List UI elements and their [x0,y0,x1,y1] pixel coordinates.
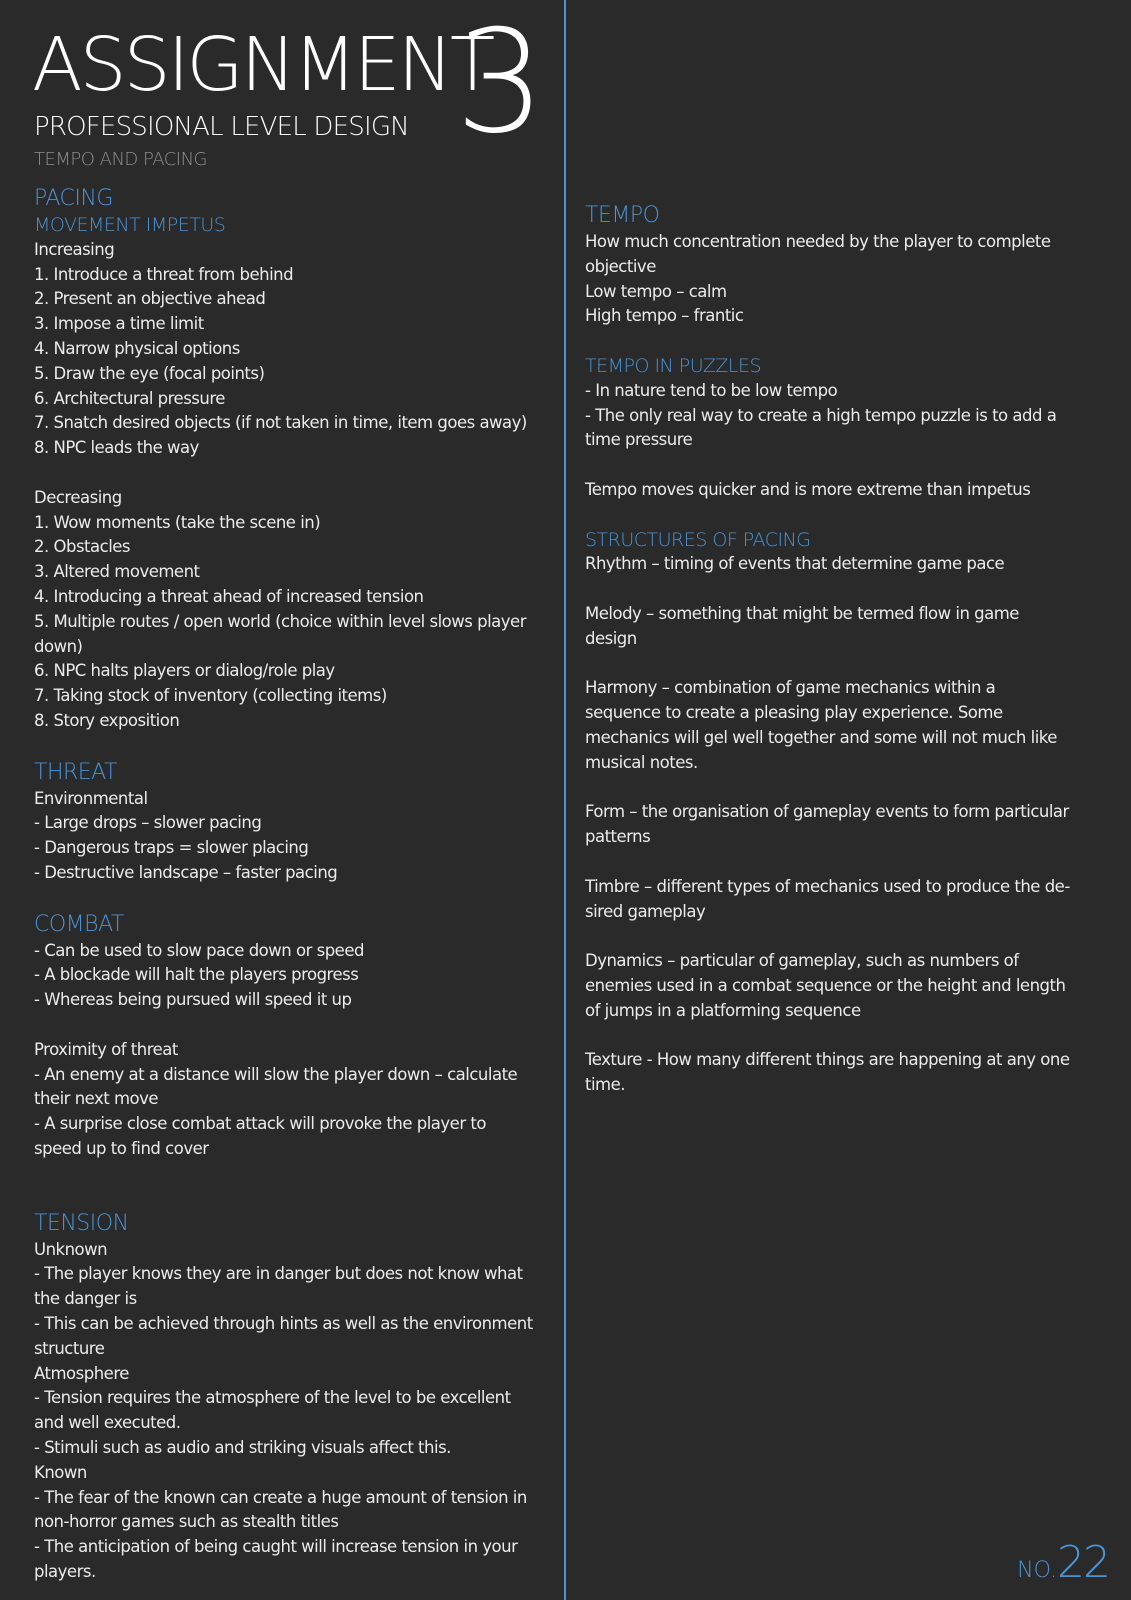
list-item: 2. Obstacles [34,537,131,557]
list-item: - A surprise close combat attack will provoke the player to speed up to find cover [34,1114,486,1158]
list-item: - Whereas being pursued will speed it up [34,990,352,1010]
structure-texture: Texture - How many different things are happening at any one time. [585,1050,1070,1095]
list-item: - In nature tend to be low tempo [585,380,838,400]
tempo-low: Low tempo – calm [585,281,727,301]
combat-heading: COMBAT [34,911,124,937]
list-item: - Stimuli such as audio and striking visuals affect this. [34,1438,451,1458]
list-item: 8. NPC leads the way [34,438,199,458]
left-column [34,185,534,1585]
environmental-label: Environmental [34,788,148,808]
list-item: - Destructive landscape – faster pacing [34,862,338,882]
list-item: 6. Architectural pressure [34,388,225,408]
assignment-number: 3 [455,0,546,165]
list-item: 5. Multiple routes / open world (choice within level slows player down) [34,611,526,656]
known-label: Known [34,1462,87,1482]
proximity-label: Proximity of threat [34,1039,178,1059]
list-item: 3. Impose a time limit [34,314,204,334]
list-item: - A blockade will halt the players progress [34,965,359,985]
atmosphere-label: Atmosphere [34,1363,129,1383]
list-item: 7. Snatch desired objects (if not taken in time, item goes away) [34,413,527,433]
unknown-label: Unknown [34,1239,108,1259]
list-item: 4. Narrow physical options [34,338,240,358]
structure-dynamics: Dynamics – particular of gameplay, such as numbers of enemies used in a combat sequence or the height and length of jumps in a platforming sequence [585,951,1066,1020]
threat-heading: THREAT [34,759,117,785]
tempo-heading: TEMPO [585,203,660,228]
tempo-description: How much concentration needed by the player to complete objective [585,232,1051,276]
structure-rhythm: Rhythm – timing of events that determine game pace [585,554,1005,574]
list-item: 8. Story exposition [34,710,180,730]
list-item: - The player knows they are in danger but does not know what the danger is [34,1264,523,1309]
list-item: 1. Introduce a threat from behind [34,264,294,284]
list-item: - Tension requires the atmosphere of the level to be excellent and well executed. [34,1388,511,1433]
list-item: - An enemy at a distance will slow the player down – calculate their next move [34,1064,518,1109]
list-item: - The anticipation of being caught will increase tension in your players. [34,1537,518,1582]
structure-timbre: Timbre – different types of mechanics used to produce the de-sired gameplay [585,876,1070,921]
structure-form: Form – the organisation of gameplay events to form particular patterns [585,802,1069,847]
movement-impetus-heading: MOVEMENT IMPETUS [34,214,226,236]
page-number [1017,1537,1109,1588]
structures-of-pacing-heading: STRUCTURES OF PACING [585,528,811,551]
page-number-value: 22 [1057,1537,1109,1588]
list-item: - The fear of the known can create a huge amount of tension in non-horror games such as stealth titles [34,1487,527,1532]
list-item: - Dangerous traps = slower placing [34,838,309,858]
subtitle: PROFESSIONAL LEVEL DESIGN [34,112,409,142]
list-item: 4. Introducing a threat ahead of increased tension [34,586,424,606]
list-item: 5. Draw the eye (focal points) [34,363,265,383]
assignment-title: ASSIGNMENT [32,22,493,108]
structure-melody: Melody – something that might be termed flow in game design [585,603,1019,648]
list-item: - Can be used to slow pace down or speed [34,940,364,960]
right-column [585,202,1075,1098]
tempo-high: High tempo – frantic [585,306,744,326]
increasing-label: Increasing [34,239,115,259]
pacing-heading: PACING [34,186,113,211]
page-number-prefix: NO. [1017,1558,1057,1583]
list-item: - Large drops – slower pacing [34,813,262,833]
increasing-list [34,263,534,461]
decreasing-list [34,511,534,734]
list-item: - This can be achieved through hints as well as the environment structure [34,1314,533,1358]
decreasing-label: Decreasing [34,487,122,507]
list-item: 3. Altered movement [34,562,200,582]
list-item: 7. Taking stock of inventory (collecting items) [34,686,387,706]
list-item: 1. Wow moments (take the scene in) [34,512,321,532]
tension-heading: TENSION [34,1210,129,1236]
section-subtitle: TEMPO AND PACING [34,149,207,170]
list-item: - The only real way to create a high tempo puzzle is to add a time pressure [585,405,1057,450]
list-item: 2. Present an objective ahead [34,289,266,309]
tempo-in-puzzles-heading: TEMPO IN PUZZLES [585,354,762,377]
structure-harmony: Harmony – combination of game mechanics within a sequence to create a pleasing play experience. Some mechanics will gel well together and some will not much like musical notes. [585,678,1057,772]
tempo-note: Tempo moves quicker and is more extreme than impetus [585,479,1031,499]
column-divider [564,0,566,1600]
list-item: 6. NPC halts players or dialog/role play [34,661,335,681]
